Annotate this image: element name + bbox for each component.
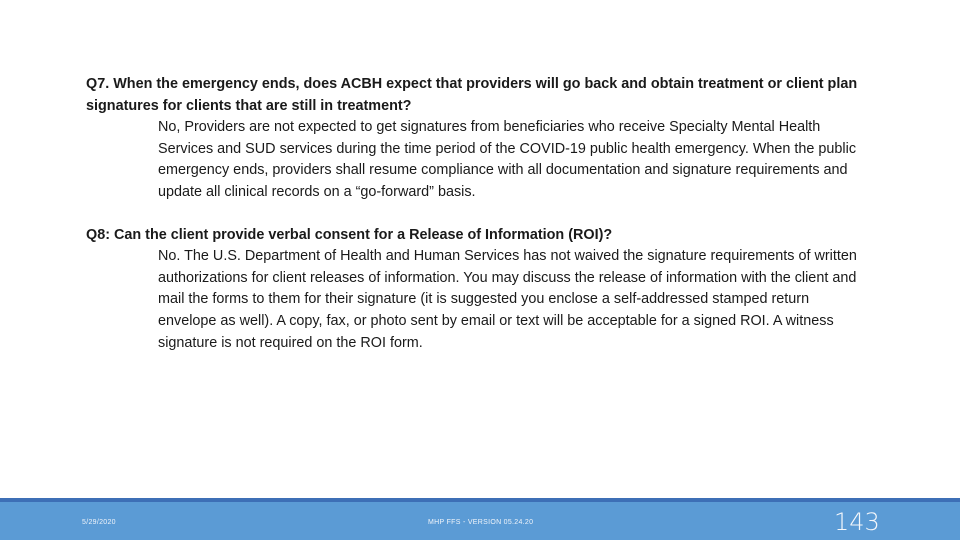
answer-q7: No, Providers are not expected to get signatures from beneficiaries who receive Specialty Mental Health Services and SUD services during the time period of the COVID-19 public health emergency. When the public emergency ends, providers shall resume compliance with all documentation and signature requirements and update all clinical records on a “go-forward” basis.: [158, 119, 857, 200]
faq-content: [86, 74, 866, 354]
slide-number: 143: [834, 508, 880, 536]
answer-q8: No. The U.S. Department of Health and Human Services has not waived the signature requirements of written authorizations for client releases of information. You may discuss the release of information with the client and mail the forms to them for their signature (it is suggested you enclose a self-addressed stamped return envelope as well). A copy, fax, or photo sent by email or text will be acceptable for a signed ROI. A witness signature is not required on the ROI form.: [158, 248, 857, 351]
spacer: [86, 204, 866, 225]
question-q7: Q7. When the emergency ends, does ACBH expect that providers will go back and obtain treatment or client plan signatures for clients that are still in treatment?: [86, 76, 858, 114]
footer-date: 5/29/2020: [82, 519, 116, 526]
footer-version: MHP FFS - VERSION 05.24.20: [428, 519, 534, 526]
question-q8: Q8: Can the client provide verbal consent for a Release of Information (ROI)?: [86, 226, 613, 243]
